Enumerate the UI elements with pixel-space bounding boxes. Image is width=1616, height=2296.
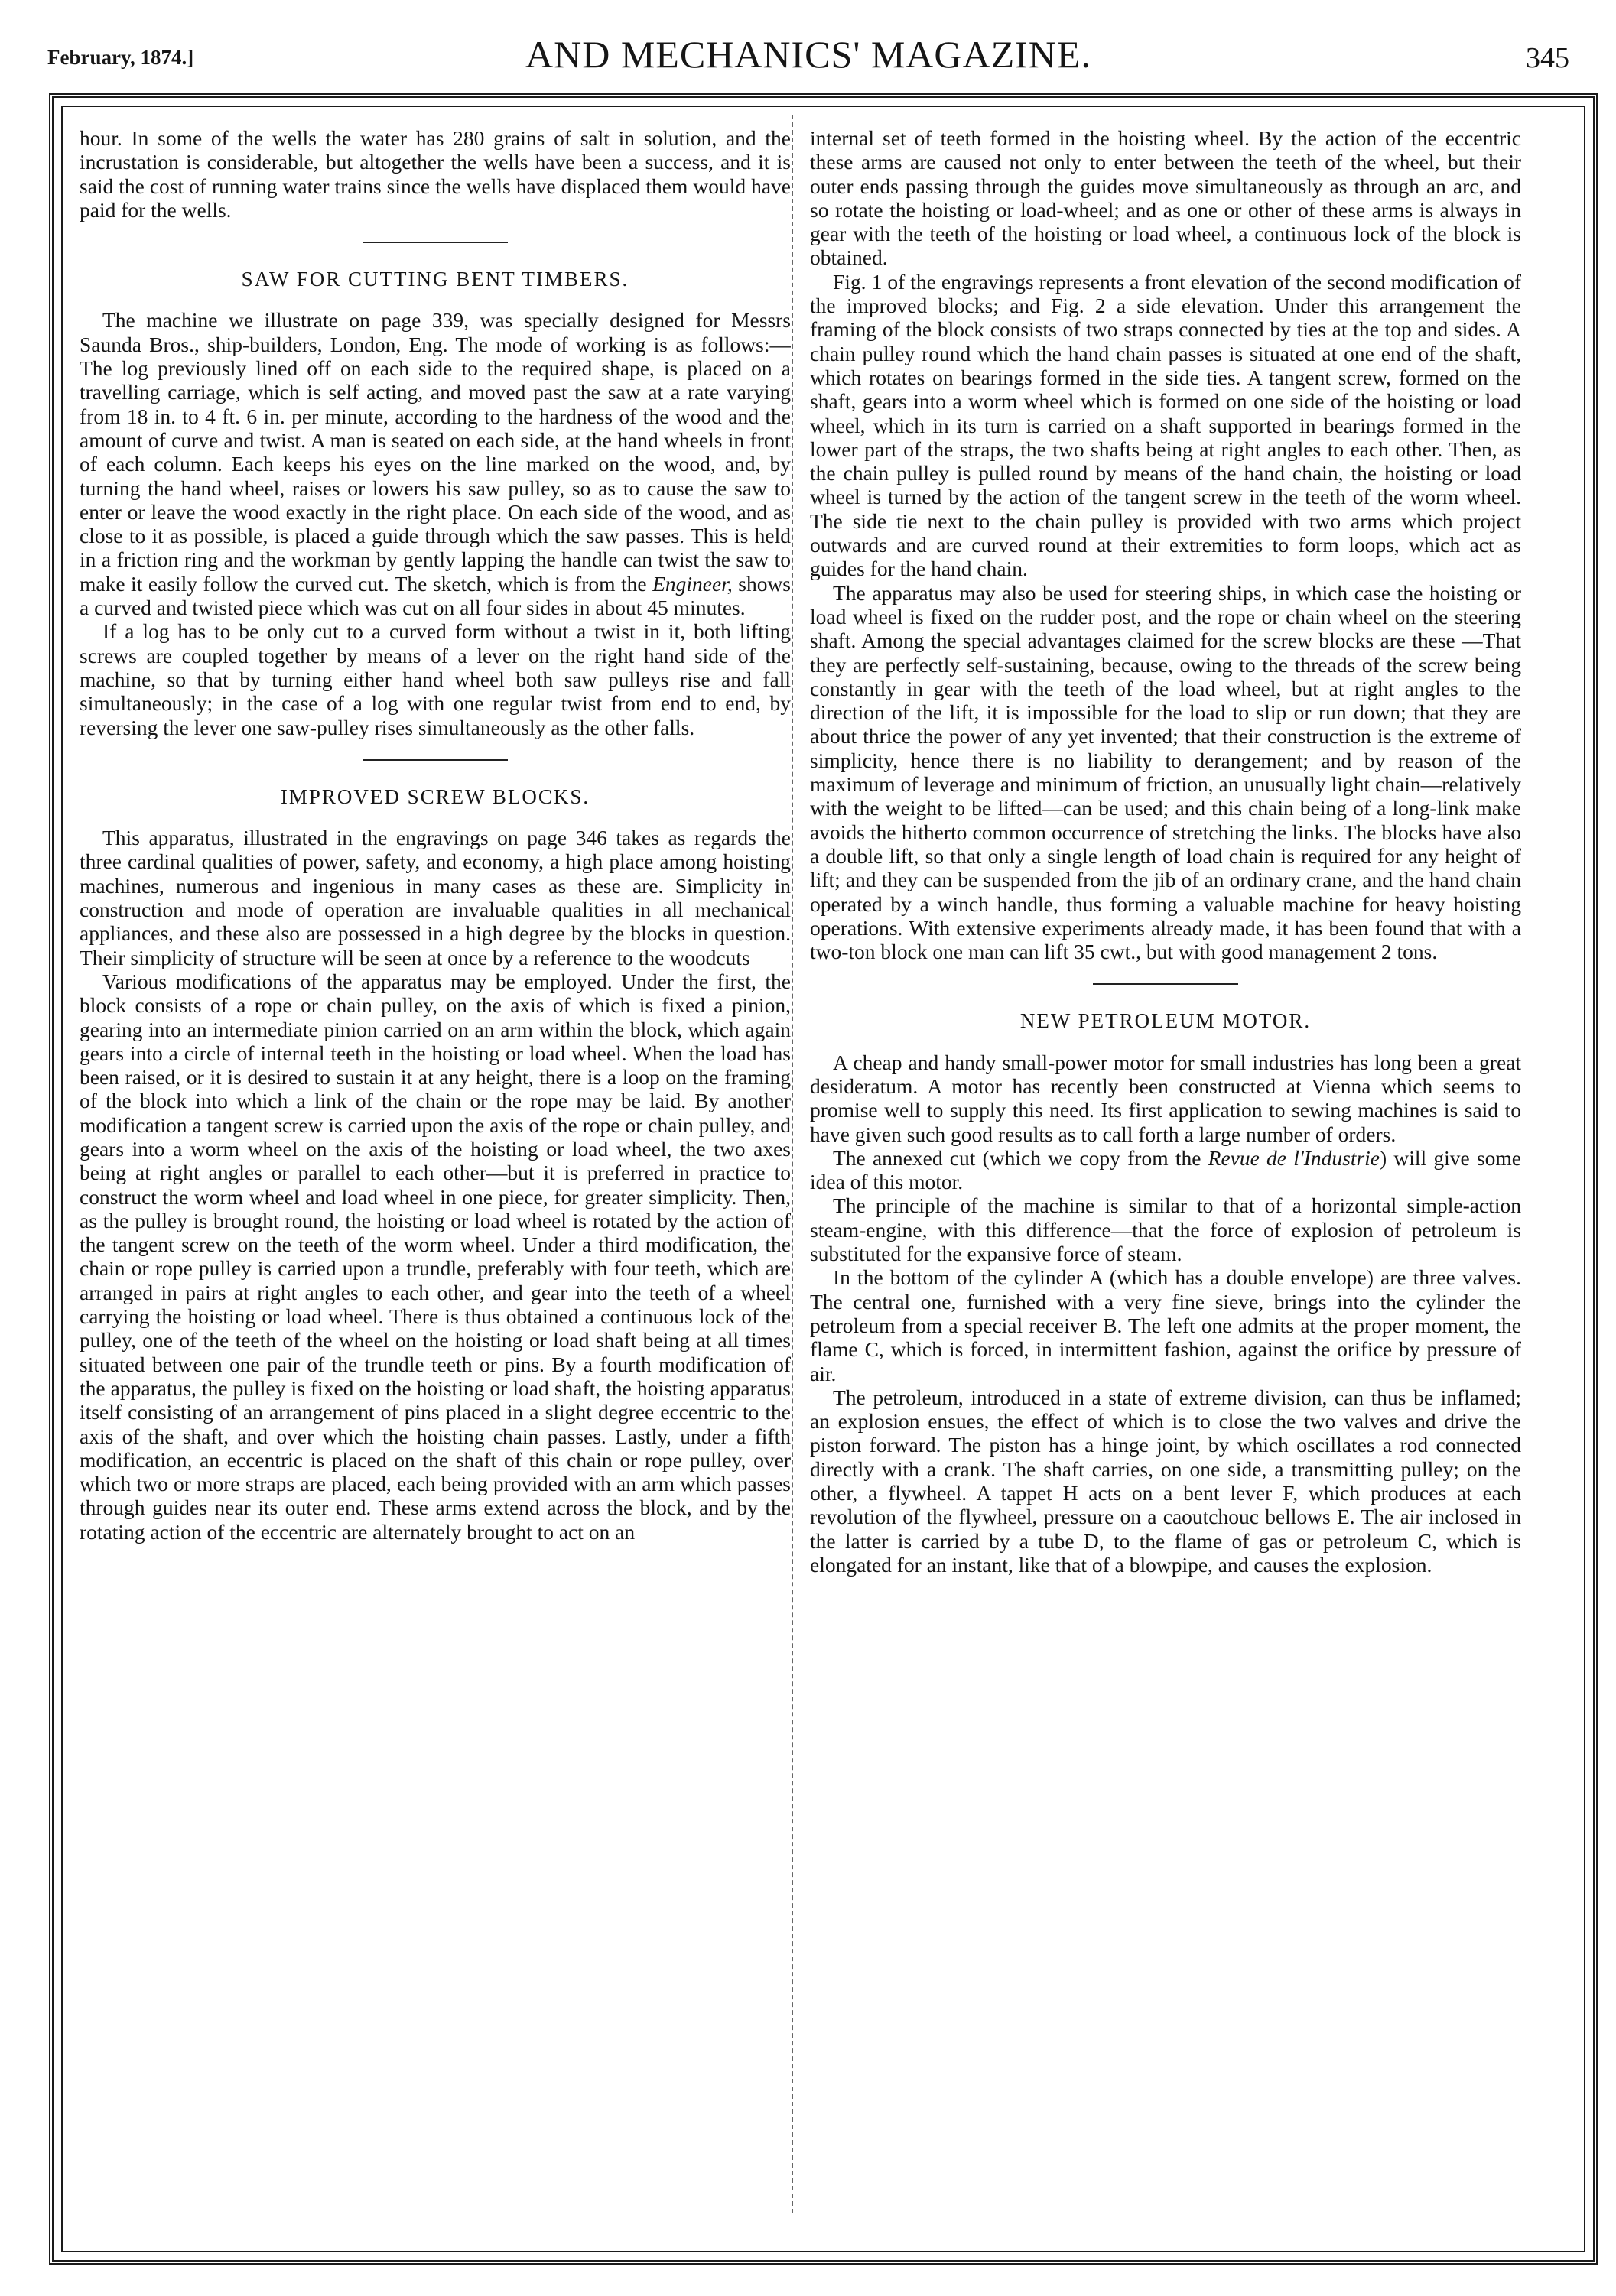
saw-p1-text-a: The machine we illustrate on page 339, was specially designed for Messrs Saunda Bros., ship-builders, London, Eng. The mode of working is as follows:—The log previously lined off on each side to the required shape, is placed on a travelling carriage, which is self acting, and moved past the saw at a rate varying from 18 in. to 4 ft. 6 in. per minute, according to the hardness of the wood and the amount of curve and twist. A man is seated on each side, at the hand wheels in front of each column. Each keeps his eyes on the line marked on the wood, and, by turning the hand wheel, raises or lowers his saw pulley, so as to cause the saw to enter or leave the wood exactly in the right place. On each side of the wood, and as close to it as possible, is placed a guide through which the saw passes. This is held in a friction ring and the workman by gently lapping the handle can twist the saw to make it easily follow the curved cut. The sketch, which is from the — [80, 308, 791, 596]
running-header — [47, 29, 1569, 83]
magazine-title: AND MECHANICS' MAGAZINE. — [525, 33, 1091, 76]
page-number: 345 — [1526, 42, 1569, 74]
section-rule — [363, 242, 508, 243]
saw-paragraph-1 — [80, 308, 791, 619]
motor-paragraph-2 — [810, 1146, 1521, 1194]
motor-paragraph-1: A cheap and handy small-power motor for small industries has long been a great desideratum. A motor has recently been constructed at Vienna which seems to promise well to supply this need. Its first application to sewing machines is said to have given such good results as to call forth a large number of orders. — [810, 1050, 1521, 1146]
motor-paragraph-3: The principle of the machine is similar to that of a horizontal simple-action steam-engine, with this difference—that the force of explosion of petroleum is substituted for the expansive force of steam. — [810, 1193, 1521, 1266]
engineer-citation: Engineer, — [652, 571, 733, 596]
motor-p2-text-b: ) will give some idea of this motor. — [810, 1145, 1521, 1194]
motor-p2-text-a: The annexed cut (which we copy from the — [833, 1145, 1201, 1170]
revue-citation: Revue de l'Industrie — [1208, 1145, 1380, 1170]
motor-heading: NEW PETROLEUM MOTOR. — [1019, 1009, 1312, 1033]
screw-heading: IMPROVED SCREW BLOCKS. — [280, 784, 590, 808]
intro-paragraph: hour. In some of the wells the water has 280 grains of salt in solution, and the incrustation is considerable, but altogether the wells have been a success, and it is said the cost of running water trains since the wells have displaced them would have paid for the wells. — [80, 126, 791, 222]
steering-paragraph: The apparatus may also be used for steering ships, in which case the hoisting or load wheel is fixed on the rudder post, and the rope or chain wheel on the steering shaft. Among the special advantages claimed for the screw blocks are these —That they are perfectly self-sustaining, because, owing to the threads of the screw being constantly in gear with the teeth of the load wheel, but at right angles to the direction of the lift, it is impossible for the load to slip or run down; that they are about thrice the power of any yet invented; that their construction is the extreme of simplicity, hence there is no liability to derangement; and by reason of the maximum of leverage and minimum of friction, an unusually light chain—relatively with the weight to be lifted—can be used; and this chain being of a long-link make avoids the hitherto common occurrence of stretching the links. The blocks have also a double lift, so that only a single length of load chain is required for any height of lift; and they can be suspended from the jib of an ordinary crane, and the hand chain operated by a winch handle, thus forming a valuable machine for heavy hoisting operations. With extensive experiments already made, it has been found that with a two-ton block one man can lift 35 cwt., but with good management 2 tons. — [810, 580, 1521, 964]
saw-heading: SAW FOR CUTTING BENT TIMBERS. — [241, 268, 629, 291]
motor-paragraph-4: In the bottom of the cylinder A (which has a double envelope) are three valves. The central one, furnished with a very fine sieve, brings into the cylinder the petroleum from a special receiver B. The left one admits at the proper moment, the flame C, which is forced, in intermittent fashion, against the orifice by pressure of air. — [810, 1265, 1521, 1385]
screw-continued-paragraph: internal set of teeth formed in the hoisting wheel. By the action of the eccentric these arms are caused not only to enter between the teeth of the wheel, but their outer ends passing through the guides move simultaneously as through an arc, and so rotate the hoisting or load-wheel; and as one or other of these arms is always in gear with the teeth of the hoisting or load wheel, a continuous lock of the block is obtained. — [810, 126, 1521, 270]
saw-paragraph-2: If a log has to be only cut to a curved form without a twist in it, both lifting screws are coupled together by means of a lever on the right hand side of the machine, so that by turning either hand wheel both saw pulleys rise and fall simultaneously; in the case of a log with one regular twist from end to end, by reversing the lever one saw-pulley rises simultaneously as the other falls. — [80, 619, 791, 739]
right-column — [810, 126, 1521, 2202]
screw-paragraph-1: This apparatus, illustrated in the engravings on page 346 takes as regards the three cardinal qualities of power, safety, and economy, a high place among hoisting machines, numerous and ingenious in many cases as these are. Simplicity in construction and mode of operation are invaluable qualities in all mechanical appliances, and these also are possessed in a high degree by the blocks in question. Their simplicity of structure will be seen at once by a reference to the woodcuts — [80, 826, 791, 969]
column-divider — [792, 115, 793, 2213]
figure-description-paragraph: Fig. 1 of the engravings represents a front elevation of the second modification of the improved blocks; and Fig. 2 a side elevation. Under this arrangement the framing of the block consists of two straps connected by ties at the top and sides. A chain pulley round which the hand chain passes is situated at one end of the shaft, which rotates on bearings formed in the side ties. A tangent screw, formed on the shaft, gears into a worm wheel which is formed on one side of the hoisting or load wheel, which in its turn is carried on a shaft supported in bearings formed in the lower part of the straps, the two shafts being at right angles to each other. Then, as the chain pulley is pulled round by means of the hand chain, the hoisting or load wheel is turned by the action of the tangent screw in the teeth of the worm wheel. The side tie next to the chain pulley is provided with two arms which project outwards and are curved round at their extremities to form loops, which act as guides for the hand chain. — [810, 269, 1521, 581]
screw-paragraph-2: Various modifications of the apparatus may be employed. Under the first, the block consists of a rope or chain pulley, on the axis of which is fixed a pinion, gearing into an intermediate pinion carried on an arm within the block, which again gears into a circle of internal teeth in the hoisting or load wheel. When the load has been raised, or it is desired to sustain it at any height, there is a loop on the framing of the block into which a link of the chain or the rope may be laid. By another modification a tangent screw is carried upon the axis of the rope or chain pulley, and gears into a worm wheel on the axis of the hoisting or load wheel, the two axes being at right angles or parallel to each other—but it is preferred in practice to construct the worm wheel and load wheel in one piece, for greater simplicity. Then, as the pulley is brought round, the hoisting or load wheel is rotated by the action of the tangent screw on the teeth of the worm wheel. Under a third modification, the chain or rope pulley is carried upon a trundle, preferably with four teeth, which are arranged in pairs at right angles to each other, and gear into the teeth of a wheel carrying the hoisting or load wheel. There is thus obtained a continuous lock of the pulley, one of the teeth of the wheel on the hoisting or load shaft being at all times situated between one pair of the trundle teeth or pins. By a fourth modification of the apparatus, the pulley is fixed on the hoisting or load shaft, the hoisting apparatus itself consisting of an arrangement of pins placed in a slight degree eccentric to the axis of the shaft, and over which the hoisting chain passes. Lastly, under a fifth modification, an eccentric is placed on the shaft of this chain or rope pulley, over which two or more straps are placed, each being provided with an arm which passes through guides near its outer end. These arms extend across the block, and by the rotating action of the eccentric are alternately brought to act on an — [80, 969, 791, 1544]
saw-p1-text-b: shows a curved and twisted piece which was cut on all four sides in about 45 minutes. — [80, 571, 791, 620]
section-rule — [363, 759, 508, 761]
header-date: February, 1874.] — [47, 46, 194, 69]
section-rule — [1093, 983, 1238, 985]
motor-paragraph-5: The petroleum, introduced in a state of extreme division, can thus be inflamed; an explosion ensues, the effect of which is to close the two valves and drive the piston forward. The piston has a hinge joint, by which oscillates a rod connected directly with a crank. The shaft carries, on one side, a transmitting pulley; on the other, a flywheel. A tappet H acts on a bent lever F, which produces at each revolution of the flywheel, pressure on a caoutchouc bellows E. The air inclosed in the latter is carried by a tube D, to the flame of gas or petroleum C, which is elongated for an instant, like that of a blowpipe, and causes the explosion. — [810, 1385, 1521, 1577]
left-column — [80, 126, 791, 2202]
